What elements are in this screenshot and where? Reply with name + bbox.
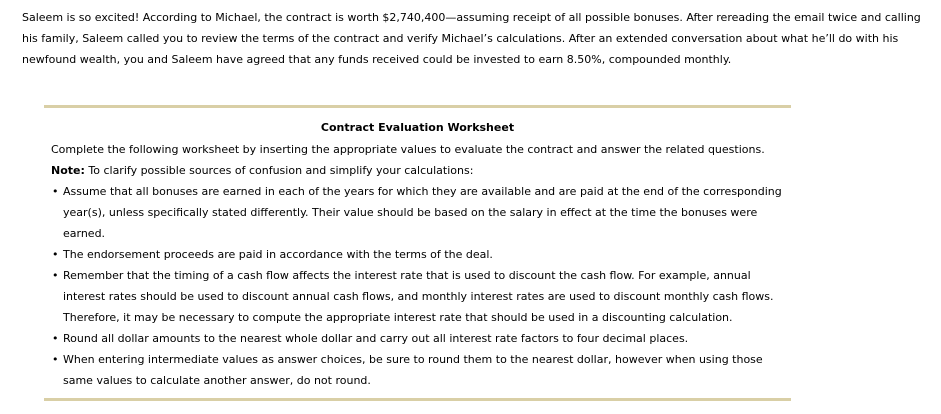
worksheet-note bbox=[51, 160, 791, 181]
bullet-icon: • bbox=[52, 185, 59, 198]
intro-paragraph: Saleem is so excited! According to Michael, the contract is worth $2,740,400—assuming receipt of all possible bonuses. After rereading the email twice and calling his family, Saleem called you to review the terms of the contract and verify Michael’s calculations. After an extended conversation about what he’ll do with his newfound wealth, you and Saleem have agreed that any funds received could be invested to earn 8.50%, compounded monthly. bbox=[22, 11, 921, 66]
bullet-item bbox=[51, 244, 791, 265]
bullet-item bbox=[51, 349, 791, 391]
note-bullet-list bbox=[51, 181, 791, 391]
bullet-item bbox=[51, 265, 791, 328]
worksheet-body bbox=[51, 139, 791, 391]
worksheet-title: Contract Evaluation Worksheet bbox=[320, 121, 515, 134]
bullet-text: Assume that all bonuses are earned in each of the years for which they are available and are paid at the end of the corresponding year(s), unless specifically stated differently. Their value should be based on the salary in effect at the time the bonuses were earned. bbox=[63, 185, 782, 240]
bullet-item bbox=[51, 328, 791, 349]
bullet-text: The endorsement proceeds are paid in accordance with the terms of the deal. bbox=[63, 248, 493, 261]
bullet-icon: • bbox=[52, 269, 59, 282]
bullet-text: Round all dollar amounts to the nearest whole dollar and carry out all interest rate factors to four decimal places. bbox=[63, 332, 689, 345]
bullet-text: Remember that the timing of a cash flow affects the interest rate that is used to discount the cash flow. For example, annual interest rates should be used to discount annual cash flows, and monthly interest rates are used to discount monthly cash flows. Therefore, it may be necessary to compute the appropriate interest rate that should be used in a discounting calculation. bbox=[63, 269, 774, 324]
bullet-item bbox=[51, 181, 791, 244]
worksheet-panel bbox=[44, 105, 791, 401]
bullet-icon: • bbox=[52, 248, 59, 261]
worksheet-instruction: Complete the following worksheet by inserting the appropriate values to evaluate the contract and answer the related questions. bbox=[51, 143, 765, 156]
bullet-icon: • bbox=[52, 353, 59, 366]
note-label: Note: bbox=[51, 164, 85, 177]
bullet-icon: • bbox=[52, 332, 59, 345]
note-text: To clarify possible sources of confusion and simplify your calculations: bbox=[84, 164, 474, 177]
bullet-text: When entering intermediate values as answer choices, be sure to round them to the nearest dollar, however when using those same values to calculate another answer, do not round. bbox=[63, 353, 763, 387]
